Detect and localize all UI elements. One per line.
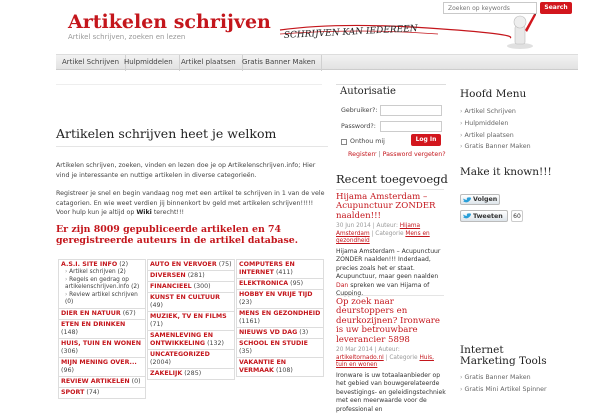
category-link[interactable]: FINANCIEEL	[150, 283, 192, 290]
sidebar-menu-item[interactable]	[460, 130, 556, 142]
category-item	[236, 308, 324, 327]
imt-list	[460, 372, 556, 396]
arrow-icon: ›	[460, 385, 463, 393]
category-link[interactable]: SPORT	[61, 388, 85, 396]
category-link[interactable]: KUNST EN CULTUUR	[150, 294, 221, 301]
category-column-1	[58, 259, 146, 399]
category-link[interactable]: HUIS, TUIN EN WONEN	[61, 339, 141, 347]
main-navbar	[56, 54, 578, 70]
category-link[interactable]: SAMENLEVING EN ONTWIKKELING	[150, 332, 213, 347]
category-item	[236, 259, 324, 278]
stats-part1: Er zijn	[56, 224, 91, 235]
post-excerpt	[336, 248, 446, 299]
nav-item-hulpmiddelen[interactable]: Hulpmiddelen	[118, 55, 180, 71]
category-count: (35)	[239, 348, 252, 355]
arrow-icon: ›	[460, 119, 463, 127]
category-link[interactable]: HOBBY EN VRIJE TIJD	[239, 291, 313, 298]
category-count: (95)	[290, 280, 304, 287]
post-title-link[interactable]: Op zoek naar deurstoppers en deurkozijnen? Ironware is uw betrouwbare leverancier 5898	[336, 297, 440, 345]
recent-title: Recent toegevoegd	[336, 172, 448, 186]
site-title[interactable]: Artikelen schrijven	[68, 11, 271, 33]
forgot-password-link[interactable]: Password vergeten?	[382, 151, 446, 158]
wiki-link[interactable]: Wiki	[136, 209, 152, 216]
search-button[interactable]: Search	[540, 2, 572, 14]
category-count: (148)	[61, 328, 78, 336]
sidebar-menu-item[interactable]	[460, 141, 556, 153]
category-count: (96)	[61, 366, 74, 374]
password-input[interactable]	[380, 121, 442, 132]
category-item	[58, 259, 146, 308]
category-item	[147, 330, 235, 349]
site-tagline: Artikel schrijven, zoeken en lezen	[68, 33, 186, 41]
post-date: 30 Jun 2014	[336, 223, 371, 230]
post-divider	[336, 295, 444, 296]
category-count: (300)	[193, 283, 211, 290]
tweet-label: Tweeten	[473, 213, 503, 220]
register-link[interactable]: Registerr	[348, 151, 377, 158]
sidebar-menu-label: Hulpmiddelen	[464, 119, 509, 127]
category-link[interactable]: ETEN EN DRINKEN	[61, 320, 126, 328]
stats-part3: geregistreerde auteurs in de artikel database.	[56, 235, 299, 246]
category-link[interactable]: A.S.I. SITE INFO	[61, 261, 118, 268]
remember-label: Onthou mij	[350, 138, 385, 145]
category-item	[147, 270, 235, 281]
category-link[interactable]: COMPUTERS EN INTERNET	[239, 261, 295, 276]
category-count: (285)	[184, 370, 202, 377]
stats-part2: gepubliceerde artikelen en	[123, 224, 265, 235]
category-link[interactable]: UNCATEGORIZED	[150, 351, 210, 358]
category-count: (1161)	[239, 318, 260, 325]
make-it-known-title: Make it known!!!	[460, 166, 552, 178]
recent-post	[336, 193, 446, 299]
intro-text: Artikelen schrijven, zoeken, vinden en lezen doe je op Artikelenschrijven.info; Hier vind je interessante en nuttige artikelen in diverse categorieën.	[56, 162, 316, 179]
category-count: (2)	[119, 261, 129, 268]
twitter-bird-icon	[463, 213, 471, 219]
login-title: Autorisatie	[340, 86, 396, 97]
category-count: (67)	[122, 309, 136, 317]
category-item	[58, 387, 146, 399]
password-label: Password?:	[341, 123, 376, 130]
nav-item-gratis-banner[interactable]: Gratis Banner Maken	[236, 55, 322, 71]
category-count: (49)	[150, 302, 163, 309]
category-item	[58, 319, 146, 338]
subcategory-count: (0)	[65, 299, 74, 305]
category-item	[147, 292, 235, 311]
arrow-icon: ›	[460, 374, 463, 381]
recent-post	[336, 298, 446, 414]
category-count: (3)	[299, 329, 309, 336]
recent-divider	[336, 189, 444, 190]
imt-menu-item[interactable]	[460, 384, 556, 396]
post-meta	[336, 223, 446, 246]
category-count: (132)	[207, 340, 225, 347]
post-meta-cat: | Categorie	[385, 354, 418, 361]
remember-checkbox[interactable]	[341, 139, 347, 145]
pencil-figure-icon	[507, 12, 536, 49]
username-label: Gebruiker?:	[341, 107, 378, 114]
heading-divider	[56, 146, 328, 147]
category-item	[236, 327, 324, 338]
category-link[interactable]: AUTO EN VERVOER	[150, 261, 217, 268]
category-item	[147, 349, 235, 368]
sidebar-menu-label: Artikel Schrijven	[464, 108, 516, 115]
subcategory-item: › Artikel schrijven (2)	[65, 269, 126, 275]
page-title: Artikelen schrijven heet je welkom	[56, 126, 277, 141]
category-count: (74)	[86, 388, 100, 396]
category-item	[58, 338, 146, 357]
sidebar-menu-label: Artikel plaatsen	[464, 131, 514, 139]
imt-menu-label: Gratis Mini Artikel Spinner	[464, 385, 547, 393]
subcategory-item: › Regels en gedrag op artikelenschrijven.info (2)	[65, 276, 140, 290]
stats-articles: 8009	[93, 224, 120, 235]
category-count: (108)	[275, 367, 293, 374]
category-item	[236, 338, 324, 357]
category-item	[147, 259, 235, 270]
intro2-part1: Registreer je snel en begin vandaag nog met een artikel te schrijven in 1 van de vele catagorien. En wie weet verdien jij binnenkort bv geld met artikelen schrijven!!!!! Voor hulp kun je altijd op	[56, 190, 325, 216]
stats-authors: 74	[268, 224, 282, 235]
subcategory-item: › Review artikel schrijven (0)	[65, 291, 138, 305]
post-meta-cat: | Categorie	[371, 230, 404, 237]
login-button[interactable]: Log In	[411, 134, 441, 146]
category-link[interactable]: MIJN MENING OVER...	[61, 358, 137, 366]
category-link[interactable]: REVIEW ARTIKELEN	[61, 377, 130, 385]
subcategory-link[interactable]: Regels en gedrag op artikelenschrijven.info	[65, 276, 130, 290]
category-count: (71)	[150, 321, 163, 328]
category-link[interactable]: DIER EN NATUUR	[61, 309, 121, 317]
intro-text-2	[56, 189, 328, 218]
category-item	[147, 311, 235, 330]
category-count: (411)	[275, 269, 293, 276]
imt-menu-label: Gratis Banner Maken	[464, 374, 531, 381]
category-link[interactable]: ELEKTRONICA	[239, 280, 289, 287]
tweet-count: 60	[511, 210, 523, 222]
post-excerpt-text-2: spreken we van Hijama of Cupping.	[336, 281, 430, 298]
post-title-link[interactable]: Hijama Amsterdam – Acupunctuur ZONDER naalden!!!	[336, 192, 436, 221]
category-link[interactable]: DIVERSEN	[150, 272, 186, 279]
search-input[interactable]	[443, 2, 537, 14]
subcategory-count: (2)	[117, 269, 126, 275]
subcategory-link[interactable]: Artikel schrijven	[69, 269, 116, 275]
tweet-button[interactable]	[460, 210, 508, 222]
category-link[interactable]: MENS EN GEZONDHEID	[239, 310, 321, 317]
post-meta-by: | Auteur:	[372, 223, 398, 230]
username-input[interactable]	[380, 105, 442, 116]
subcategory-count: (2)	[131, 284, 140, 290]
hoofd-menu-title: Hoofd Menu	[460, 88, 527, 100]
follow-label: Volgen	[473, 196, 498, 203]
post-date: 20 Mar 2014	[336, 347, 373, 354]
imt-menu-item[interactable]	[460, 372, 556, 384]
category-count: (281)	[187, 272, 205, 279]
category-item	[147, 281, 235, 292]
nav-item-artikel-plaatsen[interactable]: Artikel plaatsen	[175, 55, 243, 71]
login-links	[348, 151, 446, 158]
post-author-link[interactable]: artikeltornado.nl	[336, 354, 384, 361]
post-meta	[336, 347, 446, 370]
arrow-icon: ›	[460, 108, 463, 115]
category-item	[236, 289, 324, 308]
twitter-bird-icon	[463, 197, 471, 203]
category-item	[58, 308, 146, 319]
twitter-follow-button[interactable]	[460, 194, 500, 205]
arrow-icon: ›	[460, 131, 463, 139]
internet-marketing-tools-title: Internet Marketing Tools	[460, 344, 547, 367]
category-link[interactable]: VAKANTIE EN VERMAAK	[239, 359, 287, 374]
category-item	[236, 278, 324, 289]
post-category-link[interactable]: Huis, tuin en wonen	[336, 354, 434, 369]
intro2-part2: terecht!!!	[153, 209, 184, 216]
post-excerpt: Ironware is uw totaalaanbieder op het gebied van bouwgerelateerde bevestigings- en geleidingstechniek met een meerwaarde voor de professional en	[336, 371, 446, 413]
category-column-2	[147, 259, 235, 380]
sidebar-menu-item[interactable]	[460, 106, 556, 118]
category-item	[236, 357, 324, 377]
category-count: (0)	[131, 377, 141, 385]
category-count: (2004)	[150, 359, 171, 366]
sidebar-menu-item[interactable]	[460, 118, 556, 130]
nav-item-artikel-schrijven[interactable]: Artikel Schrijven	[56, 55, 126, 71]
post-category-link[interactable]: Mens en gezondheid	[336, 230, 430, 245]
post-meta-by: | Auteur:	[374, 347, 400, 354]
category-link[interactable]: SCHOOL EN STUDIE	[239, 340, 308, 347]
ad-placeholder	[56, 84, 322, 120]
category-link[interactable]: MUZIEK, TV EN FILMS	[150, 313, 227, 320]
banner-image	[278, 8, 540, 50]
hoofd-menu-list	[460, 106, 556, 153]
category-item	[58, 357, 146, 376]
category-column-3	[236, 259, 324, 377]
sidebar-menu-label: Gratis Banner Maken	[464, 143, 531, 151]
arrow-icon: ›	[460, 143, 463, 151]
banner-text: SCHRIJVEN KAN IEDEREEN	[283, 23, 418, 41]
category-link[interactable]: NIEUWS VD DAG	[239, 329, 298, 336]
site-stats	[56, 224, 328, 246]
category-count: (23)	[239, 299, 252, 306]
post-excerpt-text: Hijama Amsterdam – Acupunctuur ZONDER naalden!!! Inderdaad, precies zoals het er staat. Acupunctuur, maar geen naalden	[336, 247, 441, 281]
category-item	[147, 368, 235, 380]
category-item	[58, 376, 146, 387]
subcategory-link[interactable]: Review artikel schrijven	[69, 291, 138, 298]
post-excerpt-link[interactable]: Dan	[336, 281, 349, 289]
category-count: (75)	[218, 261, 232, 268]
category-count: (306)	[61, 347, 78, 355]
link-separator: |	[378, 151, 381, 158]
category-link[interactable]: ZAKELIJK	[150, 370, 183, 377]
post-author-link[interactable]: Hijama Amsterdam	[336, 223, 421, 237]
